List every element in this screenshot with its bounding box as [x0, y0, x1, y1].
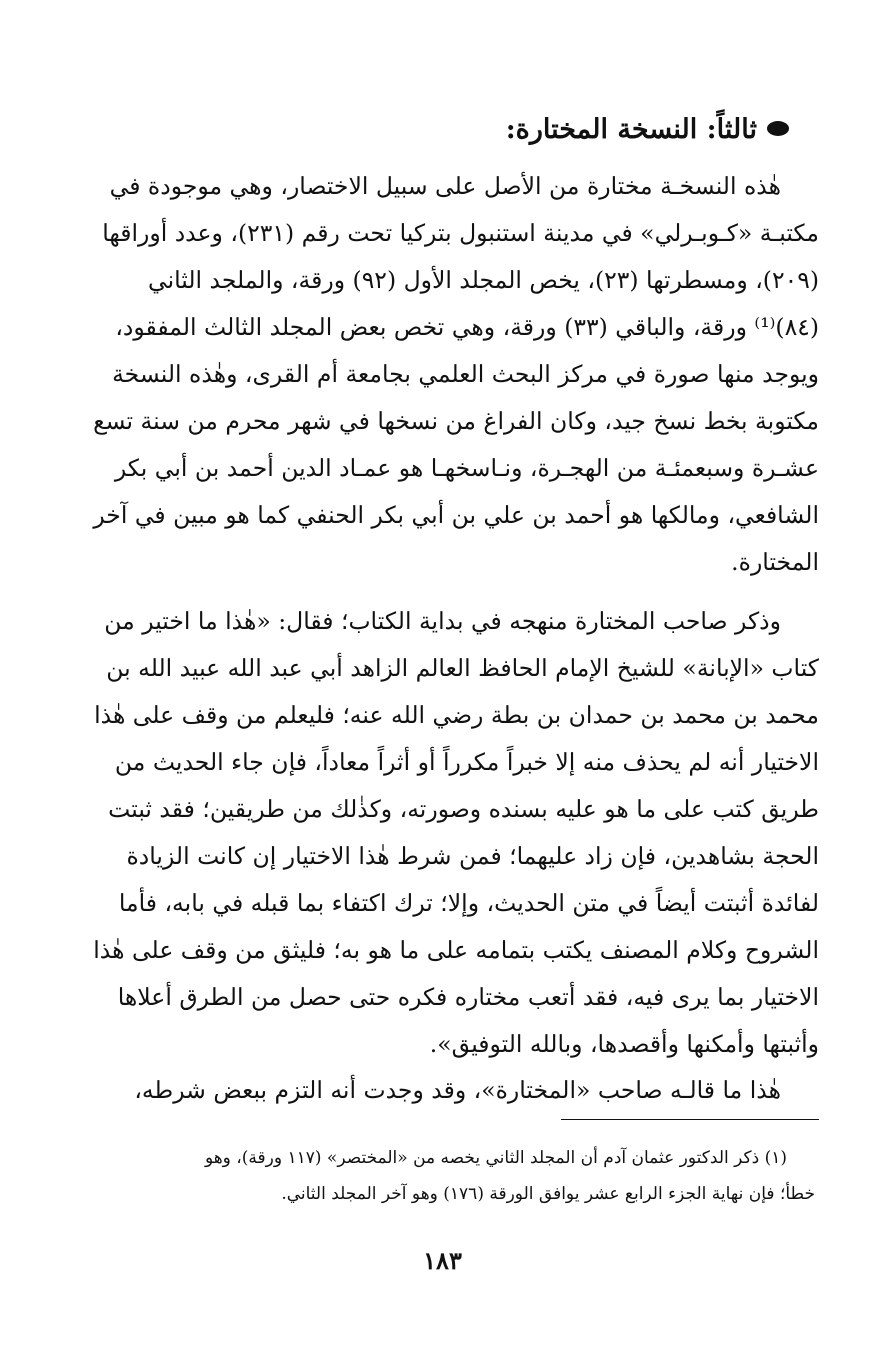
- text-line: وأثبتها وأمكنها وأقصدها، وبالله التوفيق».: [429, 1030, 819, 1058]
- text-line: عشـرة وسبعمئـة من الهجـرة، ونـاسخهـا هو عمـاد الدين أحمد بن أبي بكر: [114, 454, 819, 482]
- section-heading-text: ثالثاً: النسخة المختارة:: [505, 114, 757, 145]
- footnote-line: خطأ؛ فإن نهاية الجزء الرابع عشر يوافق الورقة (١٧٦) وهو آخر المجلد الثاني.: [281, 1184, 815, 1204]
- paragraph-author-method: [67, 598, 819, 1068]
- text-line: الاختيار أنه لم يحذف منه إلا خبراً مكرراً أو أثراً معاداً، فإن جاء الحديث من: [114, 748, 819, 776]
- text-line: طريق كتب على ما هو عليه بسنده وصورته، وكذٰلك من طريقين؛ فقد ثبتت: [108, 795, 819, 823]
- paragraph-conclusion: [67, 1067, 819, 1114]
- paragraph-manuscript-description: [67, 163, 819, 586]
- text-line: كتاب «الإبانة» للشيخ الإمام الحافظ العالم الزاهد أبي عبد الله عبيد الله بن: [106, 654, 819, 682]
- text-line: مكتوبة بخط نسخ جيد، وكان الفراغ من نسخها في شهر محرم من سنة تسع: [93, 407, 819, 435]
- text-line: الحجة بشاهدين، فإن زاد عليهما؛ فمن شرط هٰذا الاختيار إن كانت الزيادة: [126, 842, 819, 870]
- text-line: الشروح وكلام المصنف يكتب بتمامه على ما هو به؛ فليثق من وقف على هٰذا: [93, 936, 819, 964]
- bullet-icon: [767, 121, 789, 136]
- text-line: الاختيار بما يرى فيه، فقد أتعب مختاره فكره حتى حصل من الطرق أعلاها: [117, 983, 819, 1011]
- text-line: المختارة.: [731, 548, 819, 576]
- text-line: (٢٠٩)، ومسطرتها (٢٣)، يخص المجلد الأول (٩٢) ورقة، والملجد الثاني: [148, 266, 819, 294]
- text-line: الشافعي، ومالكها هو أحمد بن علي بن أبي بكر الحنفي كما هو مبين في آخر: [93, 501, 819, 529]
- section-heading: [89, 108, 789, 152]
- text-line: (٨٤)⁽¹⁾ ورقة، والباقي (٣٣) ورقة، وهي تخص بعض المجلد الثالث المفقود،: [115, 313, 819, 341]
- text-line: مكتبـة «كـوبـرلي» في مدينة استنبول بتركيا تحت رقم (٢٣١)، وعدد أوراقها: [102, 219, 819, 247]
- footnote-line: (١) ذكر الدكتور عثمان آدم أن المجلد الثاني يخصه من «المختصر» (١١٧ ورقة)، وهو: [204, 1148, 787, 1168]
- footnote: [67, 1140, 815, 1212]
- text-line: هٰذا ما قالـه صاحب «المختارة»، وقد وجدت أنه التزم ببعض شرطه،: [134, 1076, 781, 1104]
- text-line: وذكر صاحب المختارة منهجه في بداية الكتاب؛ فقال: «هٰذا ما اختير من: [104, 607, 781, 635]
- text-line: لفائدة أثبتت أيضاً في متن الحديث، وإلا؛ ترك اكتفاء بما قبله في بابه، فأما: [118, 889, 819, 917]
- page-number: ١٨٣: [423, 1246, 462, 1275]
- text-line: محمد بن محمد بن حمدان بن بطة رضي الله عنه؛ فليعلم من وقف على هٰذا: [94, 701, 819, 729]
- text-line: ويوجد منها صورة في مركز البحث العلمي بجامعة أم القرى، وهٰذه النسخة: [112, 360, 819, 388]
- text-line: هٰذه النسخـة مختارة من الأصل على سبيل الاختصار، وهي موجودة في: [109, 172, 781, 200]
- footnote-divider: [561, 1119, 819, 1120]
